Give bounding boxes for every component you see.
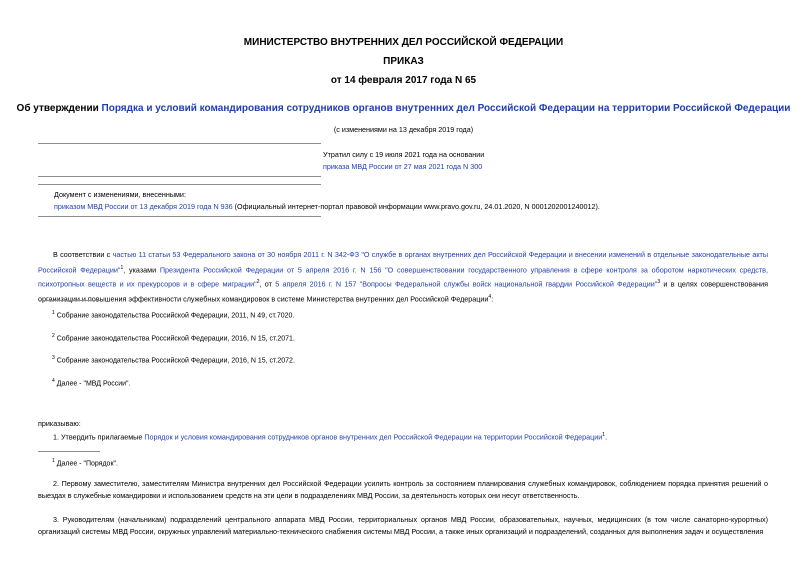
expired-link[interactable]: приказа МВД России от 27 мая 2021 года N 300 bbox=[323, 162, 483, 171]
preamble-text: : bbox=[491, 294, 494, 304]
title-prefix: Об утверждении bbox=[16, 103, 102, 114]
footnote-mark: 2 bbox=[52, 333, 55, 339]
doc-title bbox=[0, 103, 807, 114]
decree-157-link[interactable]: 5 апреля 2016 г. N 157 "Вопросы Федеральной службы войск национальной гвардии Российской Федерации" bbox=[275, 279, 658, 289]
footnote-mark: 1 bbox=[52, 310, 55, 316]
footnote-item bbox=[52, 376, 130, 389]
footnote-item bbox=[52, 331, 295, 344]
decree-156-link[interactable]: Президента Российской Федерации от 5 апреля 2016 г. N 156 "О совершенствовании государственного управления в сфере контроля за оборотом наркотических средств, психотропных веществ и их прекурсоров и в сфере миграции" bbox=[38, 264, 768, 289]
ministry-heading: МИНИСТЕРСТВО ВНУТРЕННИХ ДЕЛ РОССИЙСКОЙ ФЕДЕРАЦИИ bbox=[243, 37, 564, 48]
footnote-ref[interactable]: 2 bbox=[256, 279, 260, 286]
footnote-ref[interactable]: 4 bbox=[488, 294, 492, 301]
order-item-1 bbox=[53, 429, 773, 443]
footnote-mark: 4 bbox=[52, 378, 55, 384]
preamble-text: , от bbox=[259, 279, 276, 289]
footnote-ref[interactable]: 1 bbox=[120, 264, 124, 271]
prikazyvayu: приказываю: bbox=[38, 419, 81, 428]
footnote-ref[interactable]: 1 bbox=[602, 432, 606, 438]
changes-line bbox=[54, 201, 774, 213]
expired-note bbox=[323, 149, 484, 173]
preamble-text: В соответствии с bbox=[53, 250, 113, 259]
order-item-3: 3. Руководителям (начальникам) подразделений центрального аппарата МВД России, территориальных органов МВД России, образовательных, научных, медицинских (в том числе санаторно-курортных) организаций системы МВД России, окружных управлений материально-технического снабжения системы МВД России, а также иных организаций и подразделений, созданных для выполнения задач и осуществления bbox=[38, 515, 768, 536]
footnote-divider bbox=[38, 300, 100, 301]
divider bbox=[38, 216, 321, 217]
footnote-item bbox=[52, 308, 294, 321]
changes-intro: Документ с изменениями, внесенными: bbox=[54, 190, 186, 199]
footnote-text: Собрание законодательства Российской Федерации, 2016, N 15, ст.2071. bbox=[56, 335, 295, 343]
changes-link[interactable]: приказом МВД России от 13 декабря 2019 года N 936 bbox=[54, 202, 233, 211]
preamble-text: и в целях совершенствования организации и повышения эффективности служебных командировок в системе Министерства внутренних дел Российской Федерации bbox=[38, 279, 768, 304]
doc-date-number: от 14 февраля 2017 года N 65 bbox=[330, 75, 477, 86]
preamble-text: , указами bbox=[123, 264, 160, 274]
law-342-link[interactable]: частью 11 статьи 53 Федерального закона от 30 ноября 2011 г. N 342-ФЗ "О службе в органах внутренних дел Российской Федерации и внесении изменений в отдельные законодательные акты Российской Федерации" bbox=[38, 250, 769, 274]
divider bbox=[38, 184, 321, 185]
title-link[interactable]: Порядка и условий командирования сотрудников органов внутренних дел Российской Федерации на территории Российской Федерации bbox=[101, 103, 791, 114]
order-item-2: 2. Первому заместителю, заместителям Министра внутренних дел Российской Федерации усилить контроль за состоянием планирования служебных командировок, соблюдением порядка принятия решений о выездах в служебные командировки и использованием средств на эти цели в подразделениях МВД России, за деятельность которых они несут ответственность. bbox=[38, 479, 768, 500]
footnote-mark: 1 bbox=[52, 458, 55, 464]
footnote-divider bbox=[38, 451, 100, 452]
divider bbox=[38, 143, 321, 144]
preamble-paragraph bbox=[38, 249, 768, 306]
expired-line: Утратил силу с 19 июля 2021 года на основании bbox=[323, 150, 485, 159]
footnote-ref[interactable]: 3 bbox=[657, 279, 661, 286]
changes-tail: (Официальный интернет-портал правовой информации www.pravo.gov.ru, 24.01.2020, N 0001202001240012). bbox=[232, 202, 600, 211]
footnote-text: Собрание законодательства Российской Федерации, 2011, N 49, ст.7020. bbox=[56, 312, 295, 320]
divider bbox=[38, 176, 321, 177]
doc-type: ПРИКАЗ bbox=[383, 56, 424, 67]
revision-note: (с изменениями на 13 декабря 2019 года) bbox=[333, 125, 474, 134]
footnote-text: Далее - "МВД России". bbox=[56, 380, 131, 388]
footnote-mark: 3 bbox=[52, 355, 55, 361]
footnote-item bbox=[52, 353, 295, 366]
footnote-item bbox=[52, 456, 118, 469]
item-text: 1. Утвердить прилагаемые bbox=[53, 432, 145, 442]
changes-note bbox=[54, 189, 774, 213]
footnote-text: Далее - "Порядок". bbox=[56, 460, 118, 468]
footnote-text: Собрание законодательства Российской Федерации, 2016, N 15, ст.2072. bbox=[56, 357, 295, 365]
item-text: . bbox=[605, 432, 608, 442]
procedure-link[interactable]: Порядок и условия командирования сотрудников органов внутренних дел Российской Федерации на территории Российской Федерации bbox=[144, 432, 603, 442]
